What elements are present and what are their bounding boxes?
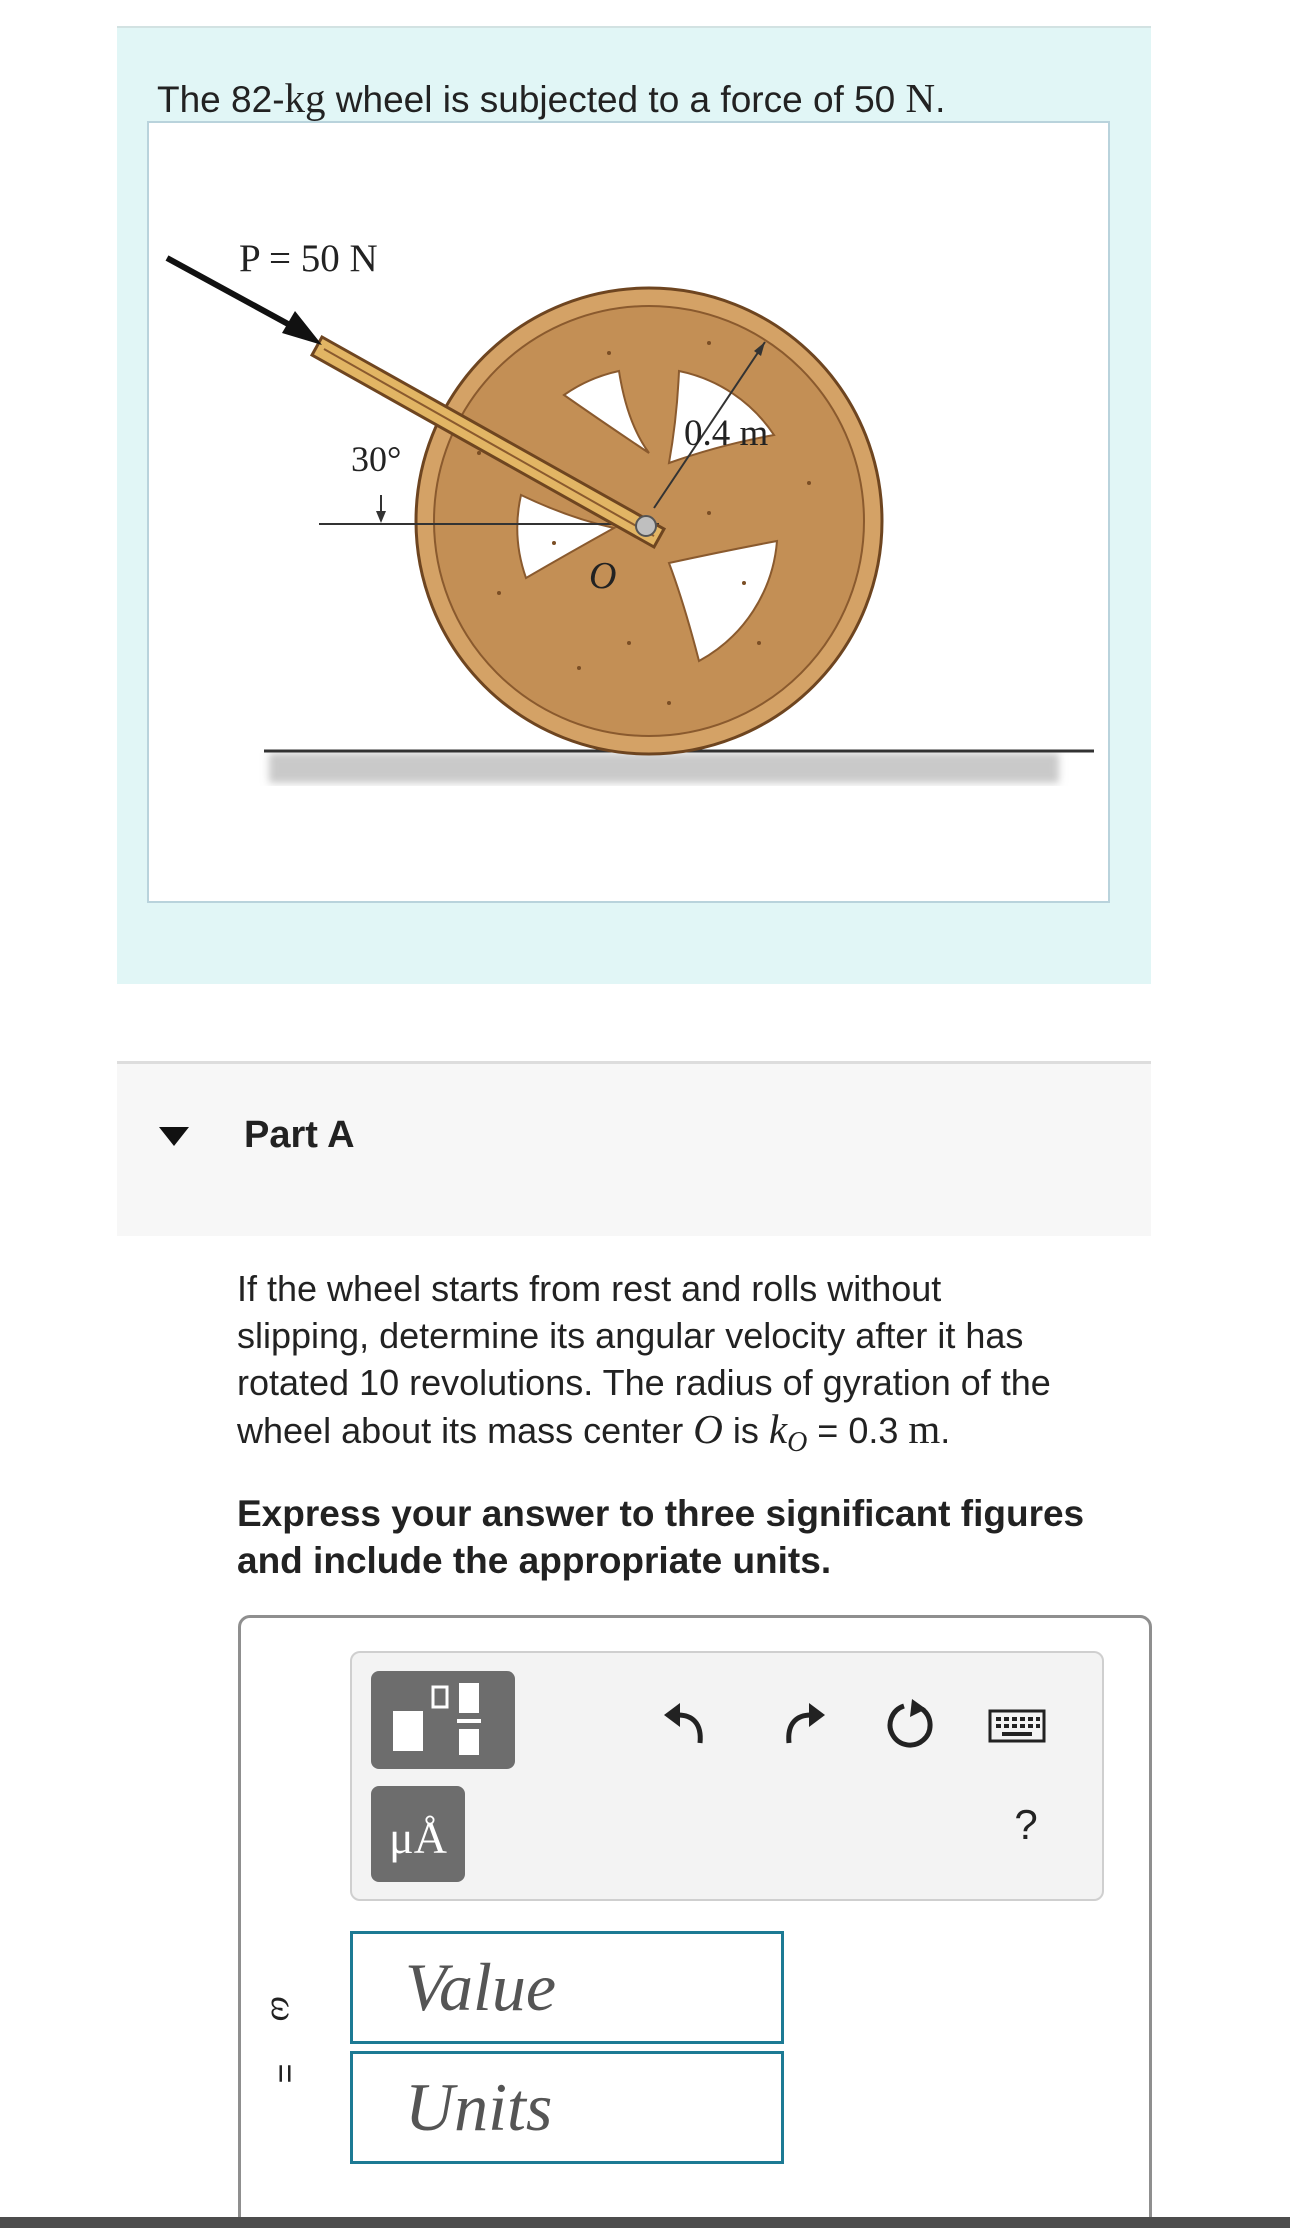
instructions-line: and include the appropriate units. <box>237 1540 832 1581</box>
part-a-header[interactable] <box>117 1061 1151 1236</box>
value-input[interactable] <box>350 1931 784 2044</box>
omega-symbol: ω <box>264 1996 304 2022</box>
problem-panel <box>117 26 1151 984</box>
angle-label: 30° <box>351 439 402 479</box>
keyboard-icon <box>988 1709 1046 1743</box>
radius-label: 0.4 m <box>684 413 769 454</box>
question-line: If the wheel starts from rest and rolls without <box>237 1268 942 1309</box>
template-button[interactable] <box>371 1671 515 1769</box>
wheel-diagram <box>149 123 1112 905</box>
reset-button[interactable] <box>882 1697 938 1758</box>
help-button[interactable]: ? <box>1014 1801 1038 1848</box>
units-icon: μÅ <box>389 1812 447 1863</box>
keyboard-button[interactable] <box>988 1709 1046 1748</box>
redo-button[interactable] <box>777 1697 829 1754</box>
units-input[interactable] <box>350 2051 784 2164</box>
problem-statement: The 82-kg wheel is subjected to a force of 50 N. <box>157 75 946 121</box>
undo-icon <box>660 1697 712 1749</box>
collapse-caret-icon[interactable] <box>159 1127 189 1146</box>
reset-icon <box>882 1697 938 1753</box>
template-icon <box>371 1671 515 1769</box>
instructions-line: Express your answer to three significant figures <box>237 1493 1085 1534</box>
part-title: Part A <box>244 1114 355 1156</box>
question-text <box>237 1265 1137 1466</box>
question-line: rotated 10 revolutions. The radius of gyration of the <box>237 1362 1051 1403</box>
redo-icon <box>777 1697 829 1749</box>
undo-button[interactable] <box>660 1697 712 1754</box>
equals-sign: = <box>265 2063 304 2084</box>
bottom-bar <box>0 2217 1290 2228</box>
ground-shadow <box>269 753 1059 783</box>
units-button[interactable] <box>371 1786 465 1882</box>
math-toolbar <box>350 1651 1104 1901</box>
force-label: P = 50 N <box>239 237 378 280</box>
answer-box <box>238 1615 1152 2228</box>
question-line: slipping, determine its angular velocity after it has <box>237 1315 1024 1356</box>
center-label: O <box>589 555 617 597</box>
force-arrowhead <box>282 311 322 345</box>
question-line: wheel about its mass center O is $k_O = 0.3$ m. <box>237 1406 951 1459</box>
answer-instructions <box>237 1490 1137 1584</box>
problem-figure <box>147 121 1110 903</box>
